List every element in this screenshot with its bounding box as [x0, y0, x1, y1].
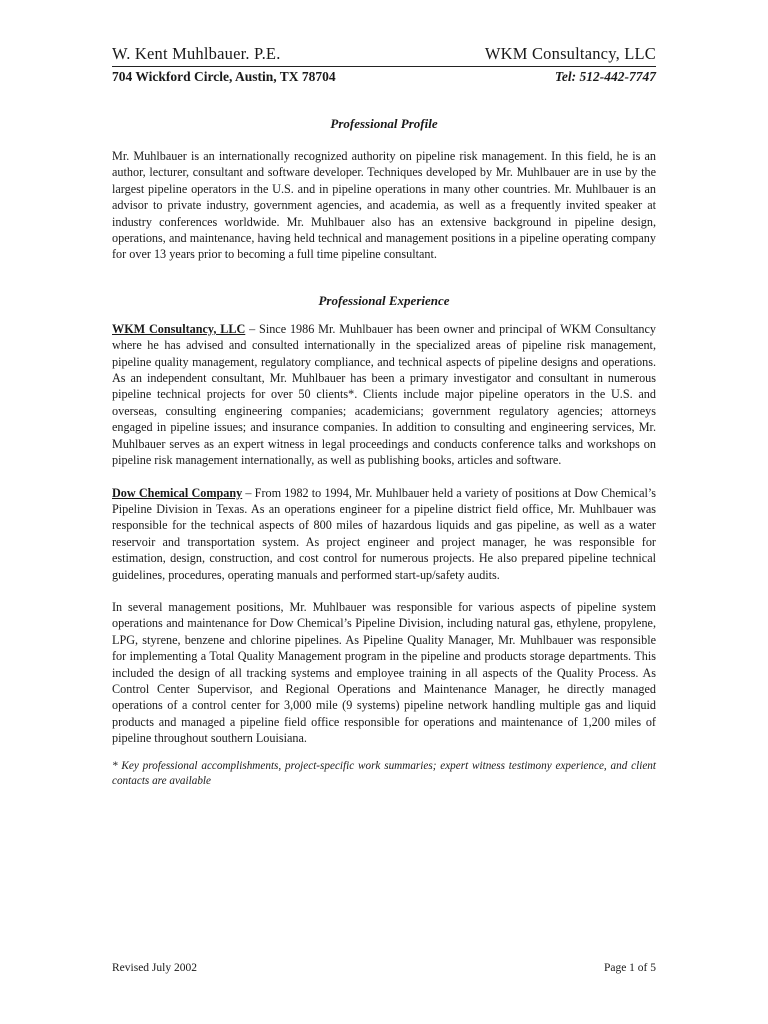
header-top-row: [112, 44, 656, 67]
company-name: WKM Consultancy, LLC: [484, 44, 656, 63]
management-experience-paragraph: In several management positions, Mr. Muhlbauer was responsible for various aspects of pipeline system operations and maintenance for Dow Chemical’s Pipeline Division, including natural gas, ethylene, propylene, LPG, styrene, benzene and chlorine pipelines. As Pipeline Quality Manager, Mr. Muhlbauer was responsible for implementing a Total Quality Management program in the pipeline and products storage departments. This included the design of all tracking systems and employee training in all aspects of the Quality Process. As Control Center Supervisor, and Regional Operations and Maintenance Manager, he directly managed operations of a control center for 3,000 mile (9 systems) pipeline network handling multiple gas and liquid products and managed a pipeline field office responsible for operations and maintenance of 1,200 miles of pipeline throughout southern Louisiana.: [112, 599, 656, 746]
page-number: Page 1 of 5: [603, 962, 656, 974]
address: 704 Wickford Circle, Austin, TX 78704: [112, 69, 336, 84]
resume-page: [112, 44, 656, 1004]
page-footer: [112, 962, 656, 974]
author-name: W. Kent Muhlbauer. P.E.: [112, 44, 281, 63]
footnote: * Key professional accomplishments, project-specific work summaries; expert witness testimony experience, and client contacts are available: [112, 759, 656, 787]
wkm-employer-name: WKM Consultancy, LLC: [112, 321, 246, 336]
dow-experience-paragraph: [112, 485, 656, 583]
wkm-experience-paragraph: [112, 321, 656, 469]
dow-employer-name: Dow Chemical Company: [112, 485, 243, 500]
header-contact-row: [112, 69, 656, 85]
profile-section-title: Professional Profile: [330, 116, 438, 131]
phone: Tel: 512-442-7747: [554, 69, 656, 84]
profile-paragraph: Mr. Muhlbauer is an internationally recognized authority on pipeline risk management. In this field, he is an author, lecturer, consultant and software developer. Techniques developed by Mr. Muhlbauer are in use by the largest pipeline operators in the U.S. and in pipeline operations in many other countries. Mr. Muhlbauer is an advisor to private industry, government agencies, and academia, as well as a frequently invited speaker at industry conferences worldwide. Mr. Muhlbauer also has an extensive background in pipeline design, operations, and maintenance, having held technical and management positions in a pipeline operating company for over 13 years prior to becoming a full time pipeline consultant.: [112, 149, 656, 262]
experience-section-title: Professional Experience: [318, 292, 450, 308]
wkm-experience-text: – Since 1986 Mr. Muhlbauer has been owner and principal of WKM Consultancy where he has advised and consulted internationally in the specialized areas of pipeline risk management, pipeline quality management, regulatory compliance, and technical aspects of pipeline designs and operations. As an independent consultant, Mr. Muhlbauer has been a primary investigator and consultant in numerous pipeline technical projects for over 50 clients*. Clients include major pipeline operators in the U.S. and overseas, consulting engineering companies; academicians; government regulatory agencies; attorneys engaged in pipeline issues; and insurance companies. In addition to consulting and engineering services, Mr. Muhlbauer serves as an expert witness in legal proceedings and conducts conference talks and workshops on pipeline risk management internationally, as well as publishing books, articles and software.: [112, 321, 656, 468]
dow-experience-text: – From 1982 to 1994, Mr. Muhlbauer held a variety of positions at Dow Chemical’s Pipeline Division in Texas. As an operations engineer for a pipeline district field office, Mr. Muhlbauer was responsible for the technical aspects of 800 miles of hazardous liquids and gas pipeline, as well as a water reservoir and transportation system. As project engineer and project manager, he was responsible for estimation, design, construction, and cost control for numerous projects. He also prepared pipeline technical guidelines, procedures, operating manuals and performed start-up/safety audits.: [112, 485, 657, 582]
revision-date: Revised July 2002: [112, 962, 197, 974]
